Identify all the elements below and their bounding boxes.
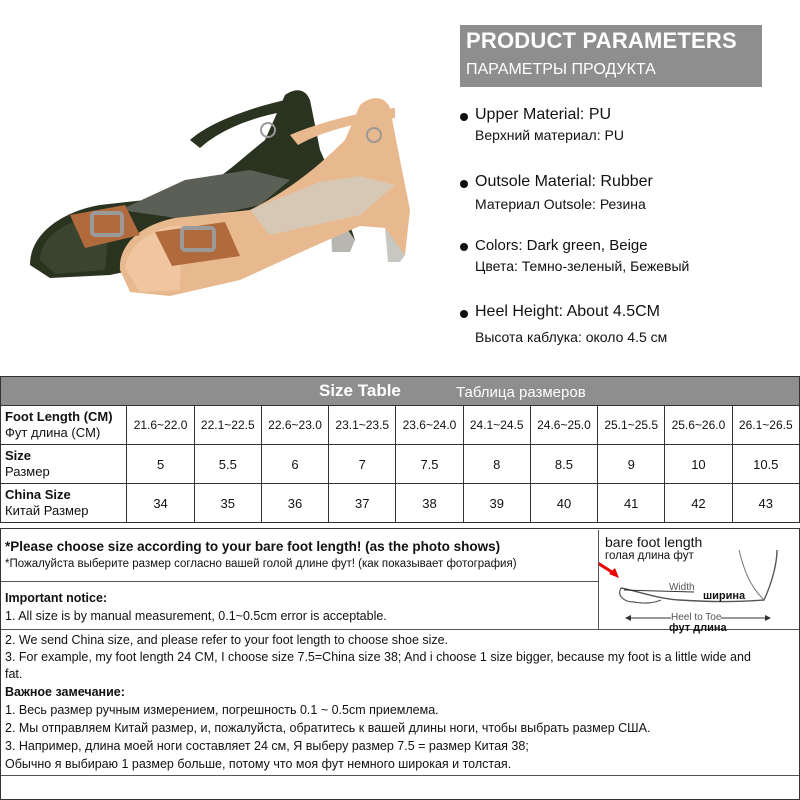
size-table (0, 376, 800, 523)
param-heel-height-ru: Высота каблука: около 4.5 см (475, 329, 668, 345)
table-row-china-size (1, 484, 800, 523)
param-upper-material-ru: Верхний материал: PU (475, 127, 624, 143)
divider (1, 775, 799, 776)
param-colors-ru: Цвета: Темно-зеленый, Бежевый (475, 258, 690, 274)
param-outsole-material-ru: Материал Outsole: Резина (475, 196, 646, 212)
table-cell: 9 (598, 445, 665, 484)
bare-foot-label-ru: голая длина фут (605, 550, 694, 562)
heel-to-toe-label: Heel to Toe (671, 612, 722, 623)
param-outsole-material: Outsole Material: Rubber (475, 173, 653, 190)
important-line-3: 3. For example, my foot length 24 CM, I choose size 7.5=China size 38; And i choose 1 size bigger, because my foot is a little wide and (5, 650, 751, 664)
table-cell: 24.6~25.0 (530, 406, 597, 445)
table-cell: 24.1~24.5 (463, 406, 530, 445)
important-title: Important notice: (5, 591, 108, 605)
important-line-2: 2. We send China size, and please refer to your foot length to choose shoe size. (5, 633, 449, 647)
parameters-subtitle: ПАРАМЕТРЫ ПРОДУКТА (466, 61, 656, 78)
table-cell: 25.6~26.0 (665, 406, 732, 445)
table-cell: 23.6~24.0 (396, 406, 463, 445)
row-label: Foot Length (CM) Фут длина (CM) (1, 406, 127, 445)
important-ru-line-3: 3. Например, длина моей ноги составляет 24 см, Я выберу размер 7.5 = размер Китая 38; (5, 739, 529, 753)
table-cell: 6 (261, 445, 328, 484)
width-label-ru: ширина (703, 590, 746, 602)
param-upper-material: Upper Material: PU (475, 106, 612, 123)
table-cell: 8 (463, 445, 530, 484)
important-line-3-cont: fat. (5, 667, 23, 681)
table-cell: 21.6~22.0 (127, 406, 194, 445)
table-cell: 5.5 (194, 445, 261, 484)
important-ru-line-2: 2. Мы отправляем Китай размер, и, пожалуйста, обратитесь к вашей длины ноги, чтобы выбрать размер США. (5, 721, 651, 735)
table-cell: 42 (665, 484, 732, 523)
table-cell: 38 (396, 484, 463, 523)
param-heel-height: Heel Height: About 4.5CM (475, 303, 660, 320)
heel-to-toe-label-ru: фут длина (669, 622, 727, 634)
param-colors: Colors: Dark green, Beige (475, 237, 648, 254)
table-cell: 10.5 (732, 445, 799, 484)
size-table-header (1, 377, 800, 406)
bullet-icon (460, 310, 468, 318)
choose-size-note: *Please choose size according to your bare foot length! (as the photo shows) (5, 539, 501, 554)
table-cell: 34 (127, 484, 194, 523)
size-table-title-ru: Таблица размеров (456, 384, 586, 401)
bullet-icon (460, 180, 468, 188)
table-cell: 39 (463, 484, 530, 523)
table-cell: 40 (530, 484, 597, 523)
table-row-size (1, 445, 800, 484)
table-cell: 8.5 (530, 445, 597, 484)
bare-foot-label: bare foot length (605, 534, 703, 550)
choose-size-note-ru: *Пожалуйста выберите размер согласно вашей голой длине фут! (как показывает фотография) (5, 558, 517, 570)
table-cell: 43 (732, 484, 799, 523)
important-line-1: 1. All size is by manual measurement, 0.1~0.5cm error is acceptable. (5, 609, 387, 623)
size-table-title: Size Table (319, 381, 401, 400)
table-cell: 10 (665, 445, 732, 484)
table-cell: 35 (194, 484, 261, 523)
bullet-icon (460, 243, 468, 251)
table-cell: 26.1~26.5 (732, 406, 799, 445)
table-cell: 25.1~25.5 (598, 406, 665, 445)
bullet-icon (460, 113, 468, 121)
table-cell: 22.6~23.0 (261, 406, 328, 445)
table-cell: 36 (261, 484, 328, 523)
important-ru-line-1: 1. Весь размер ручным измерением, погрешность 0.1 ~ 0.5cm приемлема. (5, 703, 439, 717)
important-ru-line-4: Обычно я выбираю 1 размер больше, потому что моя фут немного широкая и толстая. (5, 757, 512, 771)
table-cell: 5 (127, 445, 194, 484)
table-cell: 41 (598, 484, 665, 523)
table-cell: 7.5 (396, 445, 463, 484)
divider (1, 581, 599, 582)
table-cell: 37 (329, 484, 396, 523)
table-cell: 22.1~22.5 (194, 406, 261, 445)
width-label: Width (669, 582, 695, 593)
row-label: China Size Китай Размер (1, 484, 127, 523)
table-row-foot-length (1, 406, 800, 445)
product-photo (0, 0, 440, 360)
row-label: Size Размер (1, 445, 127, 484)
foot-diagram (598, 530, 799, 634)
table-cell: 7 (329, 445, 396, 484)
important-title-ru: Важное замечание: (5, 685, 125, 699)
parameters-title: PRODUCT PARAMETERS (466, 28, 737, 53)
table-cell: 23.1~23.5 (329, 406, 396, 445)
